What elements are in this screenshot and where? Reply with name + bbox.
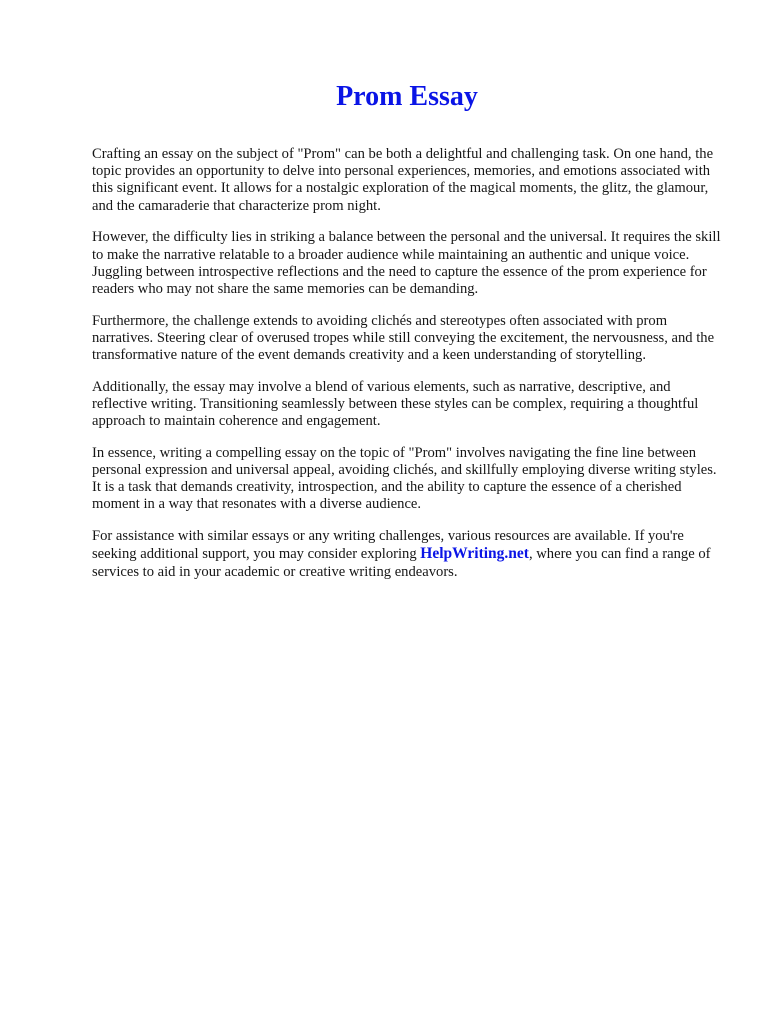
closing-paragraph bbox=[92, 528, 722, 581]
paragraph-1: Crafting an essay on the subject of "Prom" can be both a delightful and challenging task. On one hand, the topic provides an opportunity to delve into personal experiences, memories, and emotions associated with this significant event. It allows for a nostalgic exploration of the magical moments, the glitz, the glamour, and the camaraderie that characterize prom night. bbox=[92, 146, 714, 214]
paragraph-3: Furthermore, the challenge extends to avoiding clichés and stereotypes often associated with prom narratives. Steering clear of overused tropes while still conveying the excitement, the nervousness, and the transformative nature of the event demands creativity and a keen understanding of storytelling. bbox=[92, 312, 715, 364]
page-title: Prom Essay bbox=[336, 81, 478, 112]
paragraph-2: However, the difficulty lies in striking a balance between the personal and the universal. It requires the skill to make the narrative relatable to a broader audience while maintaining an authentic and unique voice. Juggling between introspective reflections and the need to capture the essence of the prom experience for readers who may not share the same memories can be demanding. bbox=[92, 229, 721, 297]
helpwriting-link[interactable]: HelpWriting.net bbox=[420, 545, 529, 563]
closing-text-after-link: , where you can find a range of services to aid in your academic or creative writing endeavors. bbox=[92, 546, 711, 580]
document-page bbox=[92, 0, 722, 595]
paragraph-4: Additionally, the essay may involve a blend of various elements, such as narrative, descriptive, and reflective writing. Transitioning seamlessly between these styles can be complex, requiring a thoughtful approach to maintain coherence and engagement. bbox=[92, 378, 699, 430]
paragraph-5: In essence, writing a compelling essay on the topic of "Prom" involves navigating the fine line between personal expression and universal appeal, avoiding clichés, and skillfully employing diverse writing styles. It is a task that demands creativity, introspection, and the ability to capture the essence of a cherished moment in a way that resonates with a diverse audience. bbox=[92, 444, 717, 513]
closing-text-before-link: For assistance with similar essays or any writing challenges, various resources are available. If you're seeking additional support, you may consider exploring bbox=[92, 528, 684, 563]
essay-body bbox=[92, 146, 722, 581]
